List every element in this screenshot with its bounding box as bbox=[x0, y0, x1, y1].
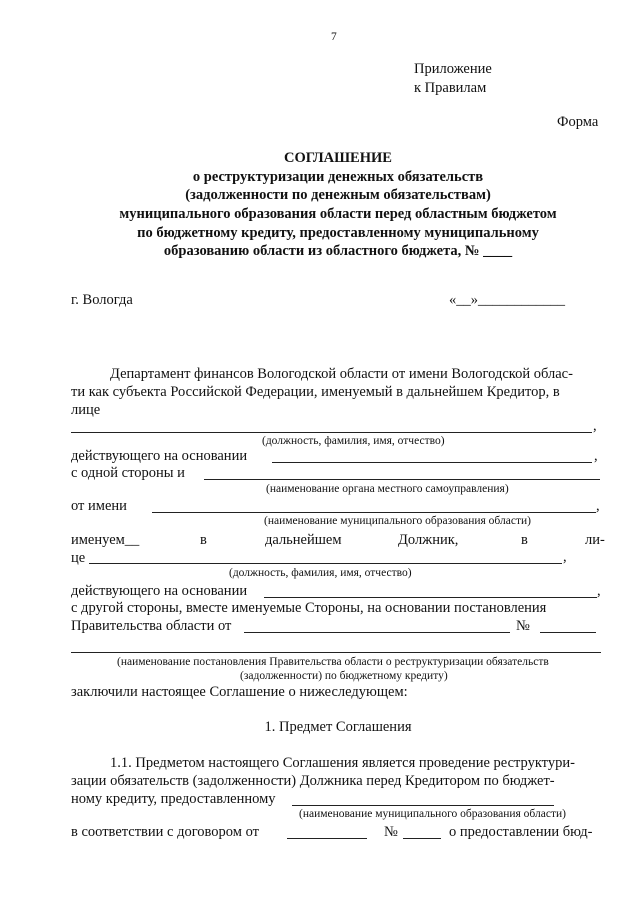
fill-line[interactable] bbox=[264, 597, 597, 598]
comma: , bbox=[593, 418, 597, 434]
fill-line[interactable] bbox=[292, 805, 554, 806]
num-sign: № bbox=[516, 618, 530, 634]
face-word: це bbox=[71, 550, 86, 566]
one-side: с одной стороны и bbox=[71, 465, 185, 481]
comma: , bbox=[594, 448, 598, 464]
other-side: с другой стороны, вместе именуемые Стороны, на основании постановления bbox=[71, 600, 547, 616]
named-word: дальнейшем bbox=[265, 532, 342, 548]
title-line: о реструктуризации денежных обязательств bbox=[192, 169, 484, 185]
intro-line1: Департамент финансов Вологодской области от имени Вологодской облас- bbox=[110, 366, 573, 382]
comma: , bbox=[597, 583, 601, 599]
section-paragraph-line: ному кредиту, предоставленному bbox=[71, 791, 276, 807]
date-field: «__»____________ bbox=[449, 292, 565, 308]
hint-local-authority: (наименование органа местного самоуправления) bbox=[266, 483, 509, 495]
comma: , bbox=[596, 498, 600, 514]
concluded: заключили настоящее Соглашение о нижеследующем: bbox=[71, 684, 408, 700]
title-line: образованию области из областного бюджета, № ____ bbox=[163, 243, 513, 259]
named-word: именуем__ bbox=[71, 532, 140, 548]
acting-basis: действующего на основании bbox=[71, 448, 248, 464]
hint-position-name: (должность, фамилия, имя, отчество) bbox=[262, 435, 445, 447]
named-word: ли- bbox=[585, 532, 605, 548]
title-line: по бюджетному кредиту, предоставленному муниципальному bbox=[137, 225, 539, 241]
hint-resolution-line1: (наименование постановления Правительства области о реструктуризации обязательств bbox=[117, 656, 549, 668]
section-paragraph-line: о предоставлении бюд- bbox=[449, 824, 593, 840]
fill-line[interactable] bbox=[71, 432, 592, 433]
fill-line[interactable] bbox=[89, 563, 562, 564]
appendix-line2: к Правилам bbox=[414, 80, 487, 96]
appendix-line1: Приложение bbox=[414, 61, 492, 77]
named-word: в bbox=[200, 532, 207, 548]
date-fill-line[interactable] bbox=[287, 838, 367, 839]
on-behalf: от имени bbox=[71, 498, 127, 514]
hint-position-name-2: (должность, фамилия, имя, отчество) bbox=[229, 567, 412, 579]
page-number: 7 bbox=[331, 31, 337, 43]
form-label: Форма bbox=[557, 114, 599, 130]
number-fill-line[interactable] bbox=[403, 838, 441, 839]
city: г. Вологда bbox=[71, 292, 133, 308]
comma: , bbox=[563, 549, 567, 565]
title-heading: СОГЛАШЕНИЕ bbox=[284, 150, 392, 166]
hint-municipality: (наименование муниципального образования области) bbox=[264, 515, 531, 527]
num-sign: № bbox=[384, 824, 398, 840]
date-fill-line[interactable] bbox=[244, 632, 510, 633]
hint-municipality-2: (наименование муниципального образования области) bbox=[299, 808, 566, 820]
title-line: муниципального образования области перед областным бюджетом bbox=[119, 206, 557, 222]
intro-line2: ти как субъекта Российской Федерации, именуемый в дальнейшем Кредитор, в bbox=[71, 384, 560, 400]
acting-basis-2: действующего на основании bbox=[71, 583, 248, 599]
section-heading: 1. Предмет Соглашения bbox=[264, 719, 412, 735]
section-paragraph-line: в соответствии с договором от bbox=[71, 824, 259, 840]
fill-line[interactable] bbox=[71, 652, 601, 653]
named-word: в bbox=[521, 532, 528, 548]
title-line: (задолженности по денежным обязательствам) bbox=[185, 187, 491, 203]
section-paragraph-line: 1.1. Предметом настоящего Соглашения является проведение реструктури- bbox=[110, 755, 575, 771]
number-fill-line[interactable] bbox=[540, 632, 596, 633]
fill-line[interactable] bbox=[272, 462, 592, 463]
fill-line[interactable] bbox=[204, 479, 600, 480]
named-word: Должник, bbox=[398, 532, 459, 548]
section-paragraph-line: зации обязательств (задолженности) Должника перед Кредитором по бюджет- bbox=[71, 773, 555, 789]
fill-line[interactable] bbox=[152, 512, 596, 513]
intro-line3: лице bbox=[71, 402, 101, 418]
gov-from: Правительства области от bbox=[71, 618, 232, 634]
hint-resolution-line2: (задолженности) по бюджетному кредиту) bbox=[240, 670, 448, 682]
